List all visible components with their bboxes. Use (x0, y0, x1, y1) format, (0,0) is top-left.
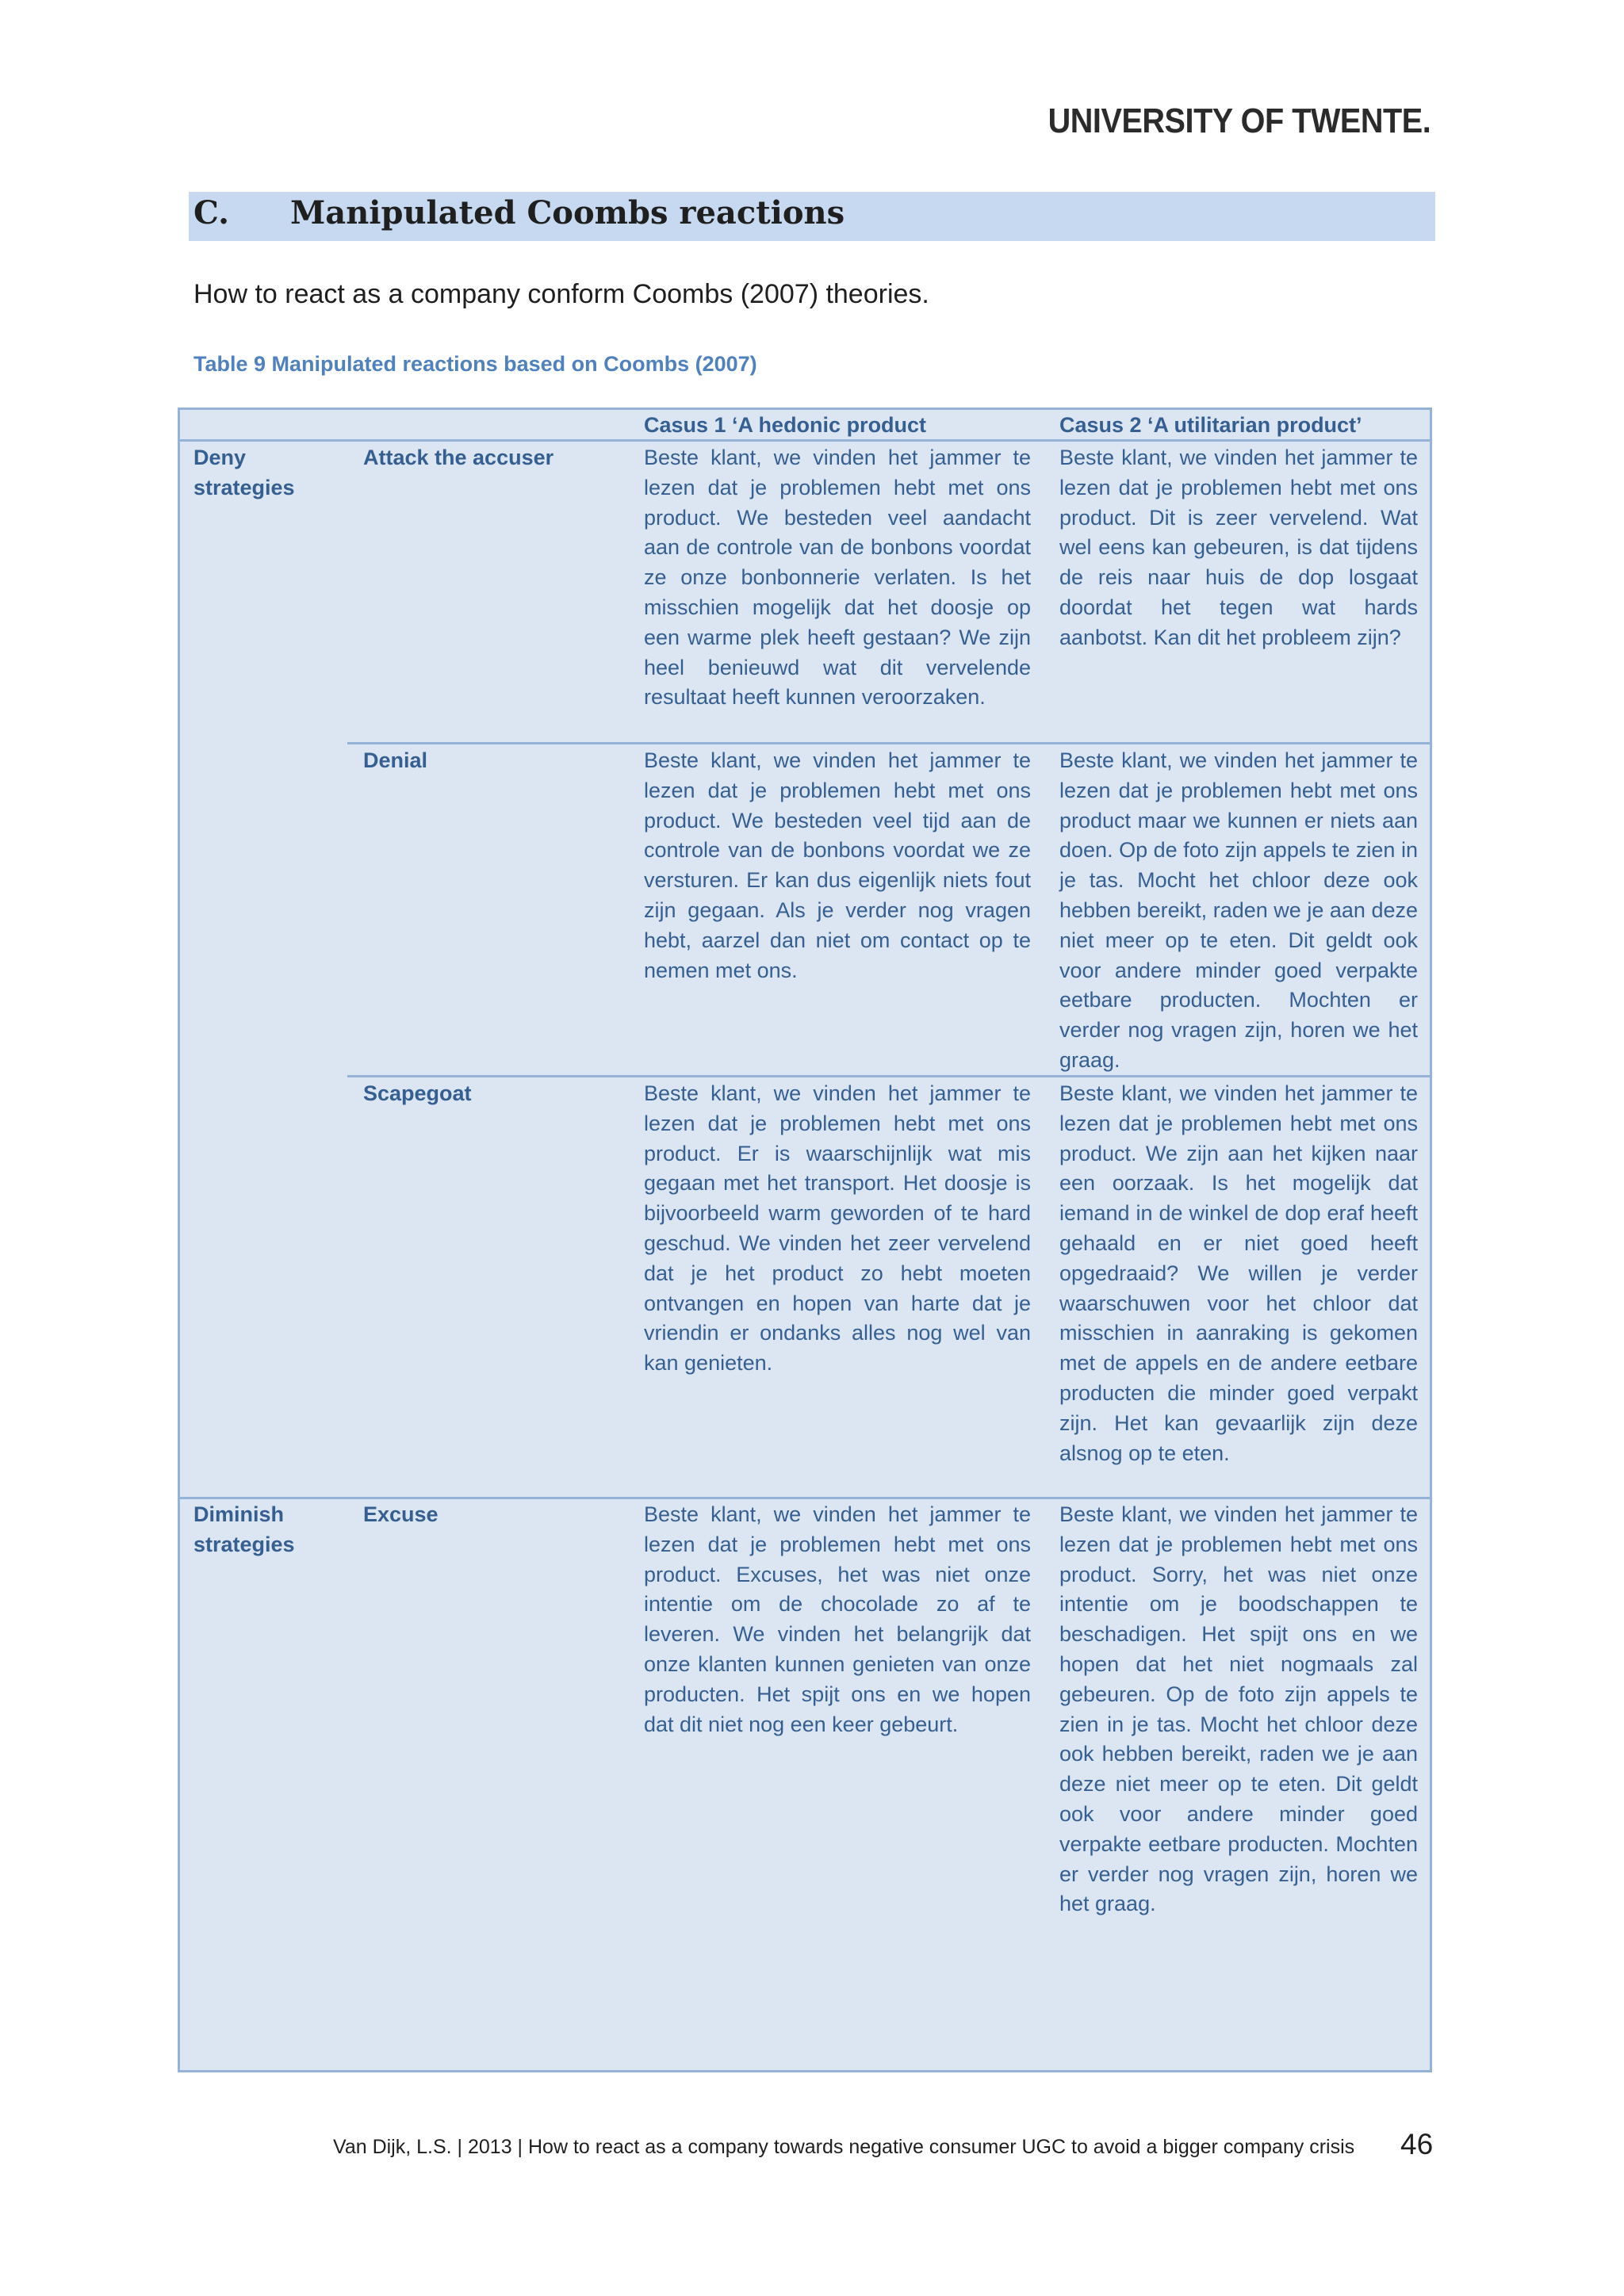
strategy-attack-the-accuser: Attack the accuser (363, 446, 554, 469)
row-divider (178, 1497, 1432, 1499)
section-letter: C. (193, 194, 230, 232)
table-cell: Beste klant, we vinden het jammer te lezen dat je problemen hebt met ons product. We besteden veel aandacht aan de controle van de bonbons voordat ze onze bonbonnerie verlaten. Is het misschien mogelijk dat het doosje op een warme plek heeft gestaan? We zijn heel benieuwd wat dit vervelende resultaat heeft kunnen veroorzaken. (644, 446, 1031, 710)
table-cell: Beste klant, we vinden het jammer te lezen dat je problemen hebt met ons product. Er is waarschijnlijk wat mis gegaan met het transport. Het doosje is bijvoorbeeld warm geworden of te hard geschud. We vinden het zeer vervelend dat je het product zo hebt moeten ontvangen en hopen van harte dat je vriendin er ondanks alles nog wel van kan genieten. (644, 1081, 1031, 1376)
row-divider (347, 742, 1432, 744)
table-cell: Beste klant, we vinden het jammer te lezen dat je problemen hebt met ons product. We besteden veel tijd aan de controle van de bonbons voordat we ze versturen. Er kan dus eigenlijk niets fout zijn gegaan. Als je verder nog vragen hebt, aarzel dan niet om contact op te nemen met ons. (644, 748, 1031, 982)
table-cell: Beste klant, we vinden het jammer te lezen dat je problemen hebt met ons product. We zijn aan het kijken naar een oorzaak. Is het mogelijk dat iemand in de winkel de dop eraf heeft gehaald en er niet goed heeft opgedraaid? We willen je verder waarschuwen voor het chloor dat misschien in aanraking is gekomen met de appels en de andere eetbare producten die minder goed verpakt zijn. Het kan gevaarlijk zijn deze alsnog op te eten. (1059, 1081, 1418, 1465)
section-title: Manipulated Coombs reactions (290, 194, 845, 232)
table-cell: Beste klant, we vinden het jammer te lezen dat je problemen hebt met ons product. Excuses, het was niet onze intentie om de chocolade zo af te leveren. We vinden het belangrijk dat onze klanten kunnen genieten van onze producten. Het spijt ons en we hopen dat dit niet nog een keer gebeurt. (644, 1502, 1031, 1736)
column-header-casus-2: Casus 2 ‘A utilitarian product’ (1059, 413, 1362, 437)
strategy-scapegoat: Scapegoat (363, 1081, 472, 1105)
university-logo: UNIVERSITY OF TWENTE. (1048, 101, 1431, 140)
page-number: 46 (1400, 2128, 1434, 2160)
table-cell: Beste klant, we vinden het jammer te lezen dat je problemen hebt met ons product maar we kunnen er niets aan doen. Op de foto zijn appels te zien in je tas. Mocht het chloor deze ook hebben bereikt, raden we je aan deze niet meer op te eten. Dit geldt ook voor andere minder goed verpakte eetbare producten. Mochten er verder nog vragen zijn, horen we het graag. (1059, 748, 1418, 1072)
strategy-excuse: Excuse (363, 1502, 439, 1526)
column-header-casus-1: Casus 1 ‘A hedonic product (644, 413, 927, 437)
table-cell: Beste klant, we vinden het jammer te lezen dat je problemen hebt met ons product. Sorry, het was niet onze intentie om je boodschappen te beschadigen. Het spijt ons en we hopen dat het niet nogmaals zal gebeuren. Op de foto zijn appels te zien in je tas. Mocht het chloor deze ook hebben bereikt, raden we je aan deze niet meer op te eten. Dit geldt ook voor andere minder goed verpakte eetbare producten. Mochten er verder nog vragen zijn, horen we het graag. (1059, 1502, 1418, 1916)
page-footer: Van Dijk, L.S. | 2013 | How to react as a company towards negative consumer UGC to avoid a bigger company crisis (333, 2136, 1355, 2158)
group-label-deny: Deny strategies (193, 446, 295, 499)
table-cell: Beste klant, we vinden het jammer te lezen dat je problemen hebt met ons product. Dit is zeer vervelend. Wat wel eens kan gebeuren, is dat tijdens de reis naar huis de dop losgaat doordat het tegen wat hards aanbotst. Kan dit het probleem zijn? (1059, 446, 1418, 649)
intro-paragraph: How to react as a company conform Coombs (2007) theories. (193, 279, 929, 309)
table-caption: Table 9 Manipulated reactions based on Coombs (2007) (193, 352, 757, 376)
strategy-denial: Denial (363, 748, 428, 772)
group-label-diminish: Diminish strategies (193, 1502, 295, 1556)
